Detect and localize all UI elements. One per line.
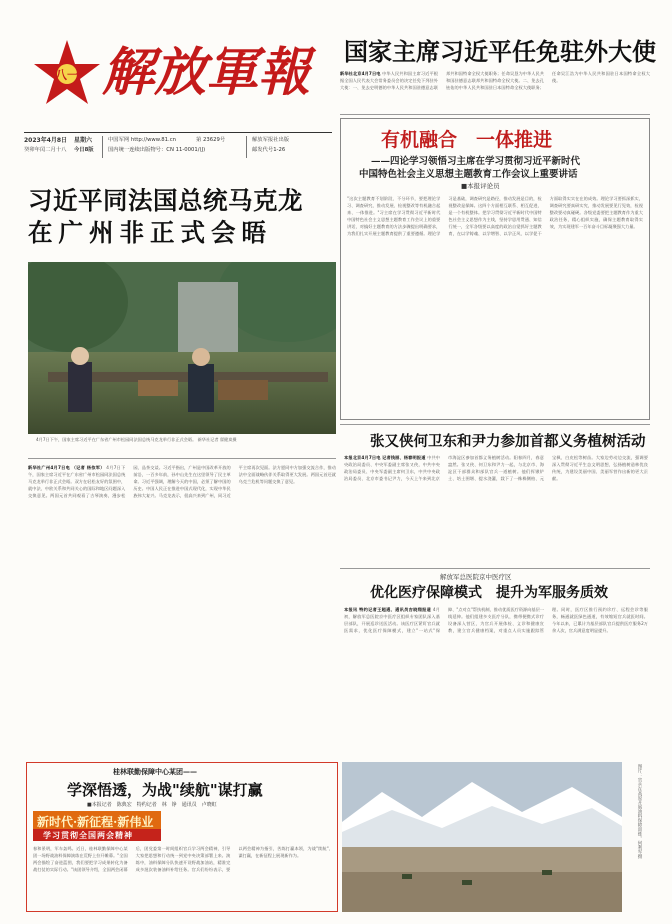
issue-weekday: 星期六 [74,137,93,144]
edition-count: 今日8版 [74,147,94,153]
feature-title: 学深悟透，为战"续航"谋打赢 [67,781,263,799]
editorial-title: 有机融合 一体推进 [381,129,553,151]
lunar-date: 癸卯年闰二月十八 [24,147,67,153]
trees-title: 张又侠何卫东和尹力参加首都义务植树活动 [370,433,646,450]
issue-number: 第 23629号 [196,137,226,143]
bottom-photo [342,762,622,912]
ambassador-dateline: 新华社北京4月7日电 [340,71,381,76]
editorial-subtitle-2: 中国特色社会主义思想主题教育工作会议上重要讲话 [359,169,578,180]
publisher: 解放军报社出版 [252,137,290,143]
medical-title: 优化医疗保障模式 提升为军服务质效 [370,585,608,601]
feature-byline: ■本报记者 陈典宏 特约记者 林 铮 通讯员 卢晓虹 [87,802,217,808]
feature-kicker: 桂林联勤保障中心某团—— [113,768,197,776]
banner-line-2: 学习贯彻全国两会精神 [43,831,133,840]
main-photo-caption: 4月7日下午，国家主席习近平在广东省广州市松园同法国总统马克龙举行非正式会晤。 新华社记者 翟健岚摄 [36,437,237,442]
medical-kicker: 解放军总医院京中医疗区 [440,573,512,581]
bottom-photo-caption: 图片：官兵在高原开展油料保障训练。何利军摄 [637,764,642,859]
website-link[interactable]: 中国军网 http://www.81.cn [108,137,176,143]
main-headline-1: 习近平同法国总统马克龙 [28,186,303,215]
issue-date: 2023年4月8日 [24,137,68,144]
svg-text:八一: 八一 [54,68,80,82]
medical-body: 本报讯 特约记者王超通、通讯员吉晓翔报道 4月初，解放军总医院京中医疗区组织专家团队深入基层部队，开展巡诊送医活动。该医疗区紧盯官兵就医需求，优化医疗保障模式，建立"一站式"保障、"点对点"帮扶机制，推动优质医疗资源向基层一线延伸。他们组建多支医疗分队，携带便携式诊疗设备深入营区，为官兵开展体检、义诊和健康宣教，建立官兵健康档案，对重点人员实施跟踪管理。同时，医疗区推行预约诊疗、远程会诊等服务，畅通就医绿色通道，有效缩短官兵就医时间。今年以来，已累计为基层部队官兵提供医疗服务2万余人次，官兵满意度明显提升。 [344,607,648,633]
trees-dateline: 本报北京4月7日电 [344,455,381,460]
main-photo [28,262,336,434]
editorial-subtitle-1: ——四论学习领悟习主席在学习贯彻习近平新时代 [371,156,581,167]
masthead-title: 解放軍報 [102,42,311,103]
editorial-body: "这次主题教育不划阶段、不分环节，要把理论学习、调查研究、推动发展、检视整改等有机融合起来、一体推进。"习主席在学习贯彻习近平新时代中国特色社会主义思想主题教育工作会议上的重要讲话，对搞好主题教育的方法步骤提出明确要求，为我们扎实开展主题教育提供了重要遵循。理论学习是基础，调查研究是路径，推动发展是目的，检视整改是保障。这四个方面相互联系、相互促进，是一个有机整体。把学习贯彻习近平新时代中国特色社会主义思想作为主线，坚持学思用贯通、知信行统一，全军各级要以高度的政治自觉抓好主题教育，在以学铸魂、以学增智、以学正风、以学促干方面取得实实在在的成效。理论学习要抓深抓实，调查研究要真研实究，推动发展要见行见效，检视整改要动真碰硬。各级党委要把主题教育作为重大政治任务，精心组织实施，确保主题教育取得实效，为实现建军一百年奋斗目标凝聚强大力量。 [347,196,643,236]
ambassador-body: 新华社北京4月7日电 中华人民共和国主席习近平根据全国人民代表大会常务委员会的决定任免下列驻外大使：一、免去史明德的中华人民共和国驻德意志联邦共和国特命全权大使职务；任命吴恳为中华人民共和国驻德意志联邦共和国特命全权大使。二、免去孔铉佑的中华人民共和国驻日本国特命全权大使职务；任命吴江浩为中华人民共和国驻日本国特命全权大使。 [340,71,650,90]
feature-box [26,762,338,912]
feature-banner [33,811,161,841]
main-headline-2: 在广州非正式会晤 [28,218,272,247]
editorial-box [340,118,650,420]
main-article-body: 新华社广州4月7日电 （记者 杨依军） 4月7日下午，国家主席习近平在广东省广州市松园同法国总统马克龙举行非正式会晤。双方在轻松友好的氛围中，就中法、中欧关系和共同关心的国际和地区问题深入交换意见。两国元首共同观看了古琴演奏，漫步松园，品茶交谈。习近平指出，广州是中国改革开放的前沿，一百多年前，孙中山先生在这里领导了民主革命。习近平强调，理解今天的中国，必须了解中国的历史。中国人民正在推进中国式现代化，实现中华民族伟大复兴。马克龙表示，很高兴来到广州，同习近平主席再次见面。法方愿同中方加强交流合作，推动法中全面战略伙伴关系取得更大发展。两国元首还就乌克兰危机等问题交换了意见。 [28,465,336,498]
ambassador-title: 国家主席习近平任免驻外大使 [344,37,656,66]
medical-dateline: 本报讯 [344,607,358,612]
unified-number: 国内统一连续出版物号：CN 11-0001/(J) [108,147,206,153]
banner-line-1: 新时代·新征程·新伟业 [37,815,154,829]
feature-body: 春和景明，军车轰鸣。近日，桂林联勤保障中心某团一场野战油料保障演练在荒野上拉开帷幕。"全国两会描绘了奋进蓝图，我们要把学习成果转化为备战打仗的实际行动。"该团领导介绍，全国两会闭幕后，团党委第一时间组织官兵学习两会精神，引导大家把思想和行动统一到党中央决策部署上来。演练中，油料保障分队快速开设野战加油站，精准完成多批次装备油料补给任务。官兵们纷纷表示，要以两会精神为指引，苦练打赢本领，为战"续航"、谋打赢，在新征程上展现新作为。 [33,846,333,872]
main-article-dateline: 新华社广州4月7日电 [28,465,71,470]
pla-star-emblem-icon [32,36,102,114]
postal-code: 邮发代号1-26 [252,147,286,153]
editorial-byline: ■本报评论员 [461,182,500,190]
trees-body: 本报北京4月7日电 记者钱丽、杨春明报道 中共中央政治局委员、中央军委副主席张又侠，中共中央政治局委员、中央军委副主席何卫东，中共中央政治局委员、北京市委书记尹力，今天上午来到北京市海淀区参加首都义务植树活动。阳春四月，春意盎然。张又侠、何卫东和尹力一起，与北京市、海淀区干部群众和部队官兵一道植树。他们挥锹铲土、培土围堰、提水浇灌，栽下了一株株侧柏、元宝枫、白皮松等树苗。大家边劳动边交流，强调要深入贯彻习近平生态文明思想，弘扬植树造林优良传统，为建设美丽中国、美丽军营作出新的更大贡献。 [344,455,648,481]
masthead [24,28,332,168]
